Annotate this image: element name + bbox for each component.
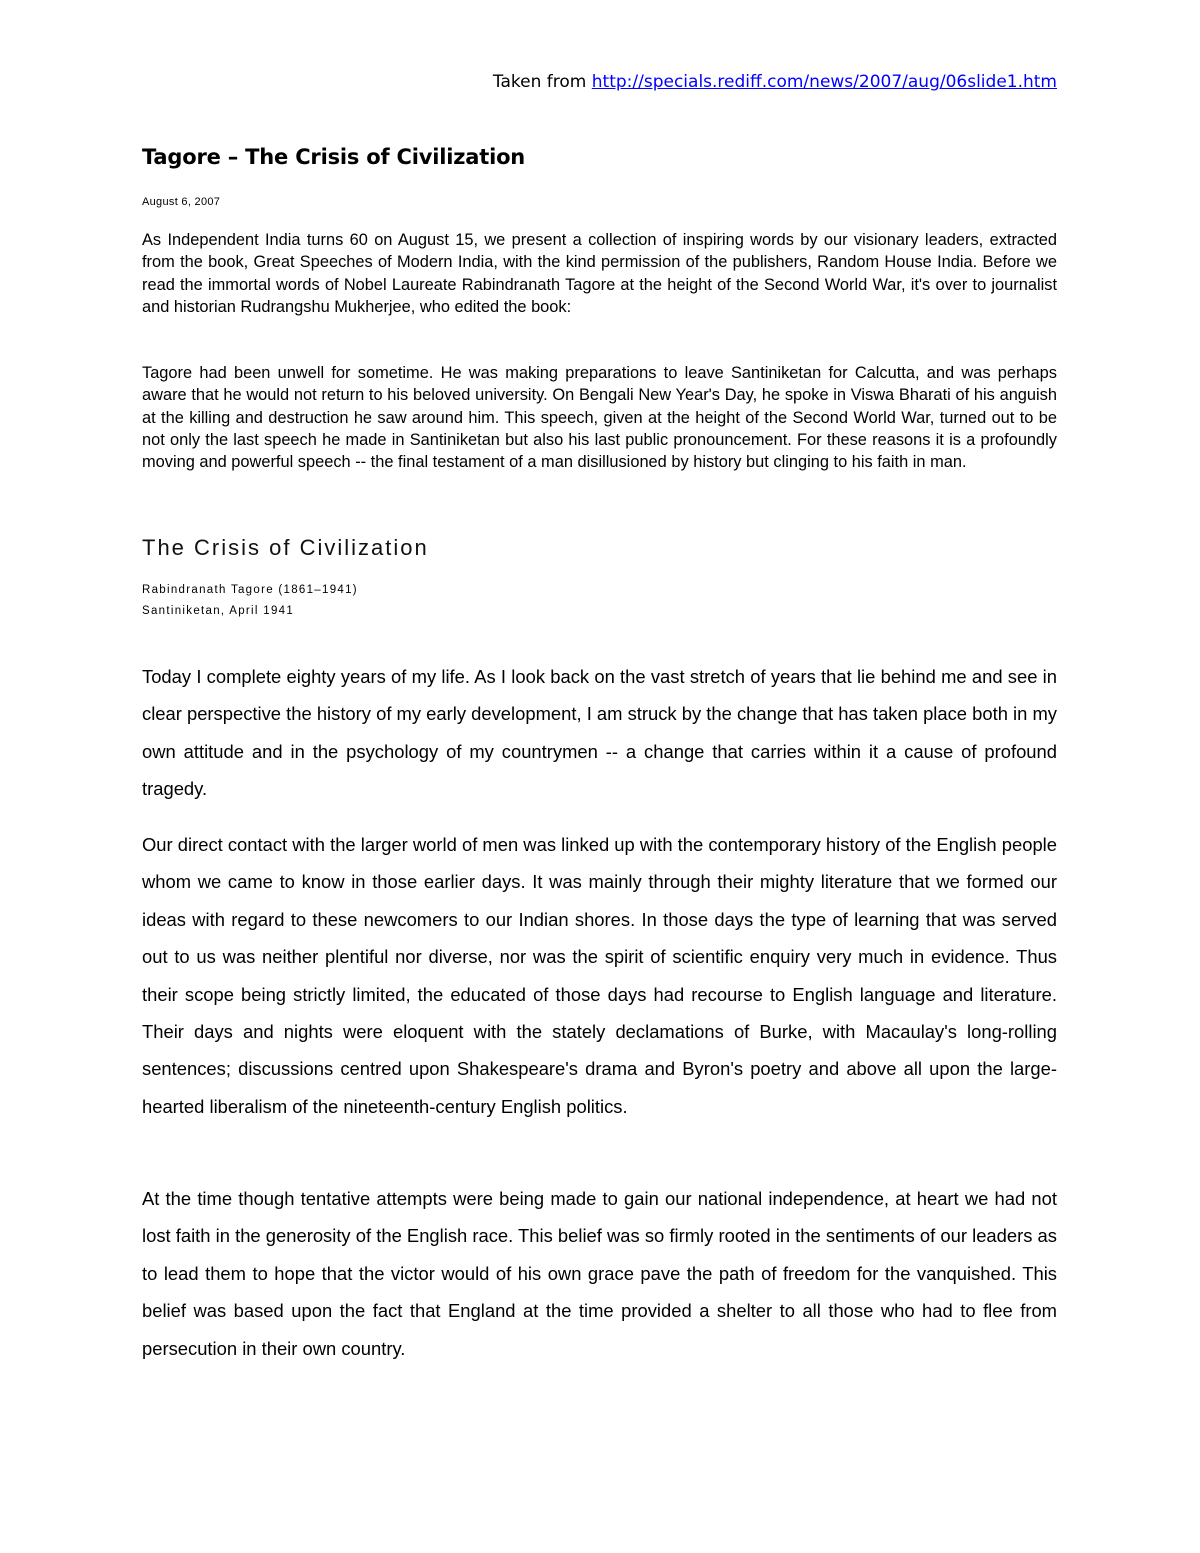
page-title: Tagore – The Crisis of Civilization [142,145,526,169]
source-link[interactable]: http://specials.rediff.com/news/2007/aug/06slide1.htm [591,72,1057,92]
speech-author: Rabindranath Tagore (1861–1941) [142,584,358,596]
article-date: August 6, 2007 [142,196,221,208]
source-prefix: Taken from [492,72,592,92]
speech-paragraph: Our direct contact with the larger world of men was linked up with the contemporary history of the English people whom we came to know in those earlier days. It was mainly through their mighty literature that we formed our ideas with regard to these newcomers to our Indian shores. In those days the type of learning that was served out to us was neither plentiful nor diverse, nor was the spirit of scientific enquiry very much in evidence. Thus their scope being strictly limited, the educated of those days had recourse to English language and literature. Their days and nights were eloquent with the stately declamations of Burke, with Macaulay's long-rolling sentences; discussions centred upon Shakespeare's drama and Byron's poetry and above all upon the large-hearted liberalism of the nineteenth-century English politics. [142,834,1057,1117]
speech-paragraph: At the time though tentative attempts were being made to gain our national independence, at heart we had not lost faith in the generosity of the English race. This belief was so firmly rooted in the sentiments of our leaders as to lead them to hope that the victor would of his own grace pave the path of freedom for the vanquished. This belief was based upon the fact that England at the time provided a shelter to all those who had to flee from persecution in their own country. [142,1188,1057,1359]
speech-place-date: Santiniketan, April 1941 [142,605,295,617]
speech-title: The Crisis of Civilization [142,535,429,560]
intro-paragraph: Tagore had been unwell for sometime. He was making preparations to leave Santiniketan for Calcutta, and was perhaps aware that he would not return to his beloved university. On Bengali New Year's Day, he spoke in Viswa Bharati of his anguish at the killing and destruction he saw around him. This speech, given at the height of the Second World War, turned out to be not only the last speech he made in Santiniketan but also his last public pronouncement. For these reasons it is a profoundly moving and powerful speech -- the final testament of a man disillusioned by history but clinging to his faith in man. [142,364,1057,472]
intro-paragraph: As Independent India turns 60 on August 15, we present a collection of inspiring words by our visionary leaders, extracted from the book, Great Speeches of Modern India, with the kind permission of the publishers, Random House India. Before we read the immortal words of Nobel Laureate Rabindranath Tagore at the height of the Second World War, it's over to journalist and historian Rudrangshu Mukherjee, who edited the book: [142,231,1057,316]
speech-paragraph: Today I complete eighty years of my life. As I look back on the vast stretch of years that lie behind me and see in clear perspective the history of my early development, I am struck by the change that has taken place both in my own attitude and in the psychology of my countrymen -- a change that carries within it a cause of profound tragedy. [142,666,1057,800]
source-line [493,72,1057,92]
